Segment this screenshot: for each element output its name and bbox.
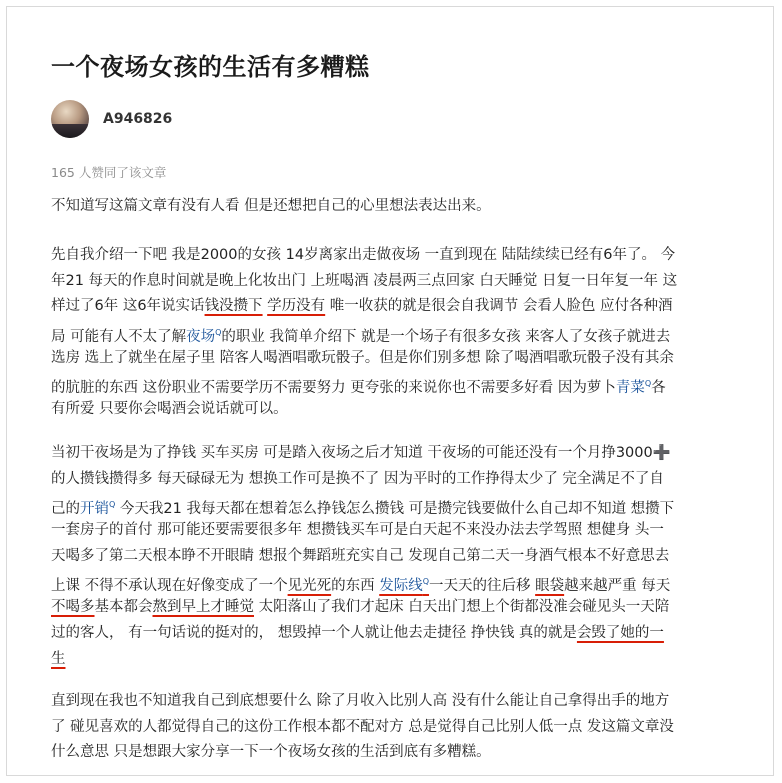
text-run: 的职业 我简单介绍下 就是一个场子有很多女孩 来客人了女孩子就进去 (221, 328, 671, 345)
paragraph-4 (51, 689, 674, 766)
underlined-phrase: 钱没攒下 (204, 298, 263, 315)
underlined-phrase: 熬到早上才睡觉 (152, 599, 254, 616)
paragraph-1 (51, 194, 491, 220)
plus-icon: ➕ (652, 445, 671, 461)
text-run: 唯一收获的就是很会自我调节 会看人脸色 应付各种酒 (325, 298, 673, 315)
underlined-phrase: 生 (51, 650, 66, 667)
underlined-phrase: 不喝多 (51, 599, 95, 616)
underlined-phrase: 见光死 (287, 578, 332, 595)
text-line (51, 647, 674, 673)
underlined-phrase: 会毁了她的一 (576, 624, 664, 641)
article-frame (6, 6, 774, 776)
text-line (51, 595, 674, 621)
text-run: 各 (651, 380, 666, 397)
text-line: 年21 每天的作息时间就是晚上化妆出门 上班喝酒 凌晨两三点回家 白天睡觉 日复一日年复一年 这 (51, 272, 678, 289)
text-line: 一套房子的首付 那可能还要需要很多年 想攒钱买车可是白天起不来没办法去学驾照 想健身 头一 (51, 522, 664, 539)
keyword-link-hairline[interactable]: 发际线$^Q$ (379, 577, 430, 595)
text-line (51, 294, 677, 320)
avatar[interactable] (51, 100, 89, 138)
search-icon: Q (109, 500, 116, 510)
text-run: 越来越严重 每天 (564, 578, 671, 595)
text-run: 上课 不得不承认现在好像变成了一个 (51, 578, 288, 595)
text-line: 直到现在我也不知道我自己到底想要什么 除了月收入比别人高 没有什么能让自己拿得出手的地方 (51, 693, 670, 709)
text-line: 什么意思 只是想跟大家分享一下一个夜场女孩的生活到底有多糟糕。 (51, 744, 491, 761)
likes-count: 165 人赞同了该文章 (51, 165, 167, 180)
underlined-phrase: 学历没有 (267, 298, 326, 315)
text-run: 的东西 (331, 578, 380, 595)
text-line (51, 569, 674, 595)
text-line (51, 621, 674, 647)
keyword-link-nightclub[interactable]: 夜场$^Q$ (186, 328, 222, 345)
text-line: 先自我介绍一下吧 我是2000的女孩 14岁离家出走做夜场 一直到现在 陆陆续续已经有6年了。 今 (51, 247, 676, 263)
text-line: 不知道写这篇文章有没有人看 但是还想把自己的心里想法表达出来。 (51, 198, 491, 214)
text-run: 太阳落山了我们才起床 白天出门想上个街都没准会碰见头一天陪 (254, 599, 670, 616)
article-title: 一个夜场女孩的生活有多糟糕 (51, 53, 370, 81)
text-line (51, 371, 677, 397)
text-line: 选房 选上了就坐在屋子里 陪客人喝酒唱歌玩骰子。但是你们别多想 除了喝酒唱歌玩骰子没有其余 (51, 349, 674, 366)
paragraph-3 (51, 441, 674, 672)
text-run: 过的客人， 有一句话说的挺对的， 想毁掉一个人就让他去走捷径 挣快钱 真的就是 (51, 624, 577, 641)
text-run: 的肮脏的东西 这份职业不需要学历不需要努力 更夸张的来说你也不需要多好看 因为萝卜 (51, 380, 616, 397)
text-line (51, 320, 677, 346)
text-line (51, 492, 674, 518)
search-icon: Q (644, 379, 652, 389)
text-run: 样过了6年 这6年说实话 (51, 298, 205, 315)
text-run: 己的 (51, 501, 80, 518)
text-line: 的人攒钱攒得多 每天碌碌无为 想换工作可是换不了 因为平时的工作挣得太少了 完全满足不了自 (51, 470, 664, 487)
text-run: 一天天的往后移 (429, 578, 536, 595)
search-icon: Q (215, 328, 222, 338)
paragraph-2 (51, 243, 677, 423)
underlined-phrase: 眼袋 (535, 578, 565, 595)
text-line: 有所爱 只要你会喝酒会说话就可以。 (51, 401, 288, 418)
text-line (51, 441, 674, 467)
author-row[interactable] (51, 99, 172, 139)
text-run: 局 可能有人不太了解 (51, 328, 187, 345)
text-run: 当初干夜场是为了挣钱 买车买房 可是踏入夜场之后才知道 干夜场的可能还没有一个月挣3000 (51, 445, 653, 461)
text-line: 了 碰见喜欢的人都觉得自己的这份工作根本都不配对方 总是觉得自己比别人低一点 发这篇文章没 (51, 718, 674, 735)
text-line: 天喝多了第二天根本睁不开眼睛 想报个舞蹈班充实自己 发现自己第二天一身酒气根本不好意思去 (51, 547, 670, 564)
text-run: 今天我21 我每天都在想着怎么挣钱怎么攒钱 可是攒完钱要做什么自己却不知道 想攒下 (115, 501, 675, 518)
author-name[interactable]: A946826 (103, 111, 173, 127)
text-run: 基本都会 (94, 599, 153, 616)
search-icon: Q (422, 577, 430, 587)
keyword-link-greens[interactable]: 青菜$^Q$ (615, 379, 652, 397)
keyword-link-expenses[interactable]: 开销$^Q$ (80, 500, 116, 518)
